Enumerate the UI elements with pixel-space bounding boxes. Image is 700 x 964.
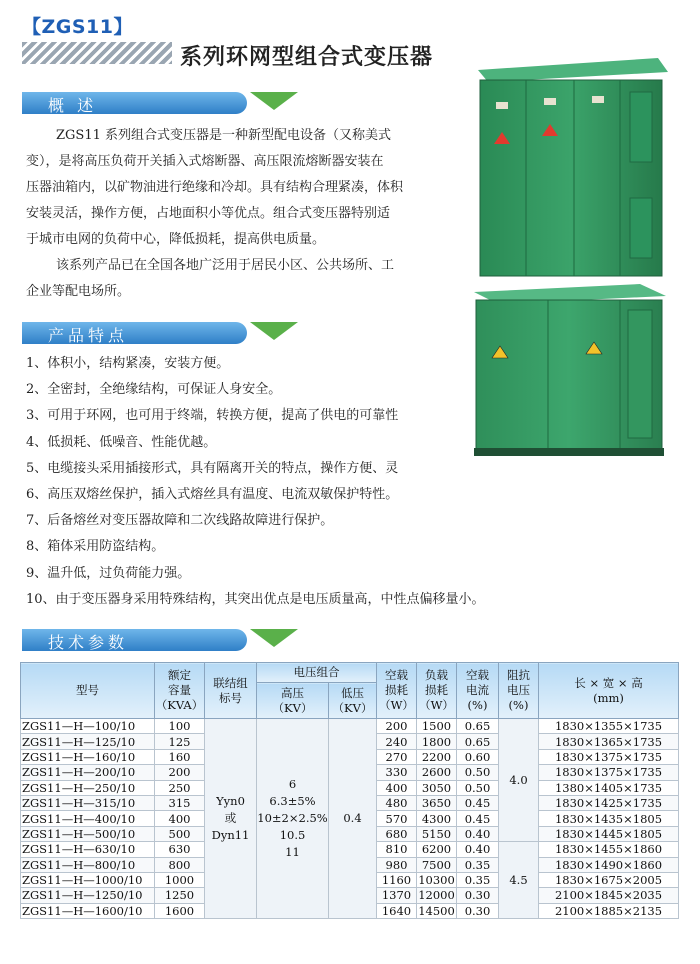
feature-item: 1、体积小，结构紧凑，安装方便。	[26, 356, 230, 371]
overview-heading-label: 概 述	[48, 96, 98, 115]
model-cell: ZGS11—H—1000/10	[21, 872, 155, 887]
load-loss-cell: 3050	[417, 780, 457, 795]
feature-item: 10、由于变压器身采用特殊结构，其突出优点是电压质量高，中性点偏移量小。	[26, 591, 485, 607]
capacity-cell: 1000	[155, 872, 205, 887]
noload-loss-cell: 570	[377, 811, 417, 826]
load-loss-cell: 14500	[418, 903, 455, 918]
tech-heading	[22, 629, 282, 651]
load-loss-cell: 7500	[417, 857, 457, 872]
noload-loss-cell: 400	[377, 780, 417, 795]
dimensions-cell: 2100×1885×2135	[539, 903, 679, 918]
lv-cell: 0.4	[329, 719, 377, 919]
page-title: 系列环网型组合式变压器	[180, 45, 434, 70]
col-dimensions: 长 × 宽 × 高 (mm)	[539, 663, 679, 719]
load-loss-cell: 10300	[418, 873, 455, 888]
noload-loss-cell: 240	[377, 734, 417, 749]
noload-current-cell: 0.50	[457, 765, 499, 780]
capacity-cell: 250	[155, 780, 205, 795]
transformer-substation-image	[470, 282, 670, 458]
hv-cell: 6 6.3±5% 10±2×2.5% 10.5 11	[257, 719, 329, 919]
load-loss-cell: 1800	[417, 734, 457, 749]
load-loss-cell: 1500	[417, 719, 457, 734]
load-loss-cell: 2600	[417, 765, 457, 780]
model-cell: ZGS11—H—100/10	[21, 719, 155, 734]
dimensions-cell: 1830×1425×1735	[539, 795, 679, 810]
series-tag: 【ZGS11】	[22, 16, 133, 38]
feature-item: 2、全密封，全绝缘结构，可保证人身安全。	[26, 382, 282, 398]
noload-current-cell: 0.35	[457, 872, 499, 887]
noload-current-cell: 0.30	[457, 888, 499, 903]
col-group: 联结组 标号	[205, 663, 257, 719]
noload-loss-cell: 480	[377, 795, 417, 810]
feature-item: 9、温升低，过负荷能力强。	[26, 565, 191, 581]
table-row	[21, 719, 679, 734]
feature-item: 5、电缆接头采用插接形式，具有隔离开关的特点，操作方便、灵	[26, 460, 399, 476]
features-heading	[22, 322, 282, 344]
noload-loss-cell: 680	[377, 826, 417, 841]
dimensions-cell: 2100×1845×2035	[539, 888, 679, 903]
capacity-cell: 630	[155, 842, 205, 857]
dimensions-cell: 1830×1455×1860	[539, 842, 679, 857]
overview-line: ZGS11 系列组合式变压器是一种新型配电设备（又称美式	[56, 128, 391, 143]
noload-loss-cell: 980	[377, 857, 417, 872]
overview-line: 于城市电网的负荷中心，降低损耗，提高供电质量。	[26, 232, 326, 247]
noload-loss-cell: 1370	[377, 888, 417, 903]
features-heading-label: 产品特点	[48, 326, 129, 345]
col-capacity: 额定 容量 （KVA）	[155, 663, 205, 719]
model-cell: ZGS11—H—160/10	[21, 749, 155, 764]
dimensions-cell: 1830×1490×1860	[539, 857, 679, 872]
noload-current-cell: 0.65	[457, 719, 499, 734]
decorative-stripes	[22, 42, 172, 64]
col-model: 型号	[21, 663, 155, 719]
col-voltage: 电压组合	[257, 663, 377, 683]
dimensions-cell: 1830×1675×2005	[539, 872, 679, 887]
noload-current-cell: 0.30	[457, 903, 499, 918]
load-loss-cell: 6200	[417, 842, 457, 857]
noload-current-cell: 0.40	[457, 842, 499, 857]
col-lv: 低压 （KV）	[329, 683, 377, 719]
feature-item: 7、后备熔丝对变压器故障和二次线路故障进行保护。	[26, 513, 334, 529]
spec-table	[20, 662, 679, 919]
dimensions-cell: 1830×1445×1805	[539, 826, 679, 841]
load-loss-cell: 4300	[417, 811, 457, 826]
model-cell: ZGS11—H—1250/10	[21, 888, 155, 903]
col-noload-current: 空载 电流 (%)	[457, 663, 499, 719]
noload-current-cell: 0.45	[457, 811, 499, 826]
capacity-cell: 100	[155, 719, 205, 734]
col-hv: 高压 （KV）	[257, 683, 329, 719]
group-cell: Yyn0 或 Dyn11	[205, 719, 257, 919]
model-cell: ZGS11—H—500/10	[21, 826, 155, 841]
overview-line: 变），是将高压负荷开关插入式熔断器、高压限流熔断器安装在	[26, 154, 384, 169]
capacity-cell: 800	[155, 857, 205, 872]
overview-line: 压器油箱内，以矿物油进行绝缘和冷却。具有结构合理紧凑，体积	[26, 180, 404, 195]
model-cell: ZGS11—H—1600/10	[21, 903, 155, 918]
tech-heading-label: 技术参数	[48, 633, 129, 652]
model-cell: ZGS11—H—315/10	[21, 795, 155, 810]
overview-text	[26, 123, 438, 305]
overview-line: 该系列产品已在全国各地广泛用于居民小区、公共场所、工	[56, 258, 395, 273]
noload-loss-cell: 1160	[377, 872, 417, 887]
model-cell: ZGS11—H—125/10	[21, 734, 155, 749]
load-loss-cell: 2200	[417, 749, 457, 764]
dimensions-cell: 1830×1375×1735	[539, 749, 679, 764]
noload-current-cell: 0.60	[457, 749, 499, 764]
model-cell: ZGS11—H—250/10	[21, 780, 155, 795]
transformer-cabinet-image	[470, 58, 670, 278]
model-cell: ZGS11—H—400/10	[21, 811, 155, 826]
overview-line: 企业等配电场所。	[26, 284, 131, 299]
overview-line: 安装灵活，操作方便，占地面积小等优点。组合式变压器特别适	[26, 206, 391, 221]
capacity-cell: 200	[155, 765, 205, 780]
feature-item: 3、可用于环网，也可用于终端，转换方便，提高了供电的可靠性	[26, 408, 399, 424]
feature-item: 4、低损耗、低噪音、性能优越。	[26, 434, 217, 450]
noload-loss-cell: 270	[377, 749, 417, 764]
features-list	[26, 351, 485, 613]
capacity-cell: 315	[155, 795, 205, 810]
impedance-cell: 4.0	[499, 719, 539, 842]
capacity-cell: 1600	[155, 903, 205, 918]
dimensions-cell: 1830×1375×1735	[539, 765, 679, 780]
dimensions-cell: 1830×1365×1735	[539, 734, 679, 749]
model-cell: ZGS11—H—630/10	[21, 842, 155, 857]
load-loss-cell: 3650	[417, 795, 457, 810]
feature-item: 6、高压双熔丝保护，插入式熔丝具有温度、电流双敏保护特性。	[26, 487, 399, 503]
capacity-cell: 500	[155, 826, 205, 841]
dimensions-cell: 1830×1355×1735	[539, 719, 679, 734]
capacity-cell: 400	[155, 811, 205, 826]
load-loss-cell: 5150	[417, 826, 457, 841]
model-cell: ZGS11—H—200/10	[21, 765, 155, 780]
capacity-cell: 160	[155, 749, 205, 764]
noload-current-cell: 0.40	[457, 826, 499, 841]
noload-loss-cell: 330	[377, 765, 417, 780]
noload-loss-cell: 200	[377, 719, 417, 734]
col-impedance: 阻抗 电压 (%)	[499, 663, 539, 719]
capacity-cell: 1250	[155, 888, 205, 903]
impedance-cell: 4.5	[499, 842, 539, 919]
dimensions-cell: 1380×1405×1735	[539, 780, 679, 795]
noload-current-cell: 0.50	[457, 780, 499, 795]
col-load-loss: 负载 损耗 （W）	[417, 663, 457, 719]
noload-loss-cell: 1640	[377, 903, 417, 918]
noload-current-cell: 0.35	[457, 857, 499, 872]
noload-current-cell: 0.65	[457, 734, 499, 749]
overview-heading	[22, 92, 282, 114]
model-cell: ZGS11—H—800/10	[21, 857, 155, 872]
dimensions-cell: 1830×1435×1805	[539, 811, 679, 826]
feature-item: 8、箱体采用防盗结构。	[26, 539, 165, 555]
noload-current-cell: 0.45	[457, 795, 499, 810]
capacity-cell: 125	[155, 734, 205, 749]
load-loss-cell: 12000	[418, 888, 455, 903]
col-noload-loss: 空载 损耗 （W）	[377, 663, 417, 719]
noload-loss-cell: 810	[377, 842, 417, 857]
